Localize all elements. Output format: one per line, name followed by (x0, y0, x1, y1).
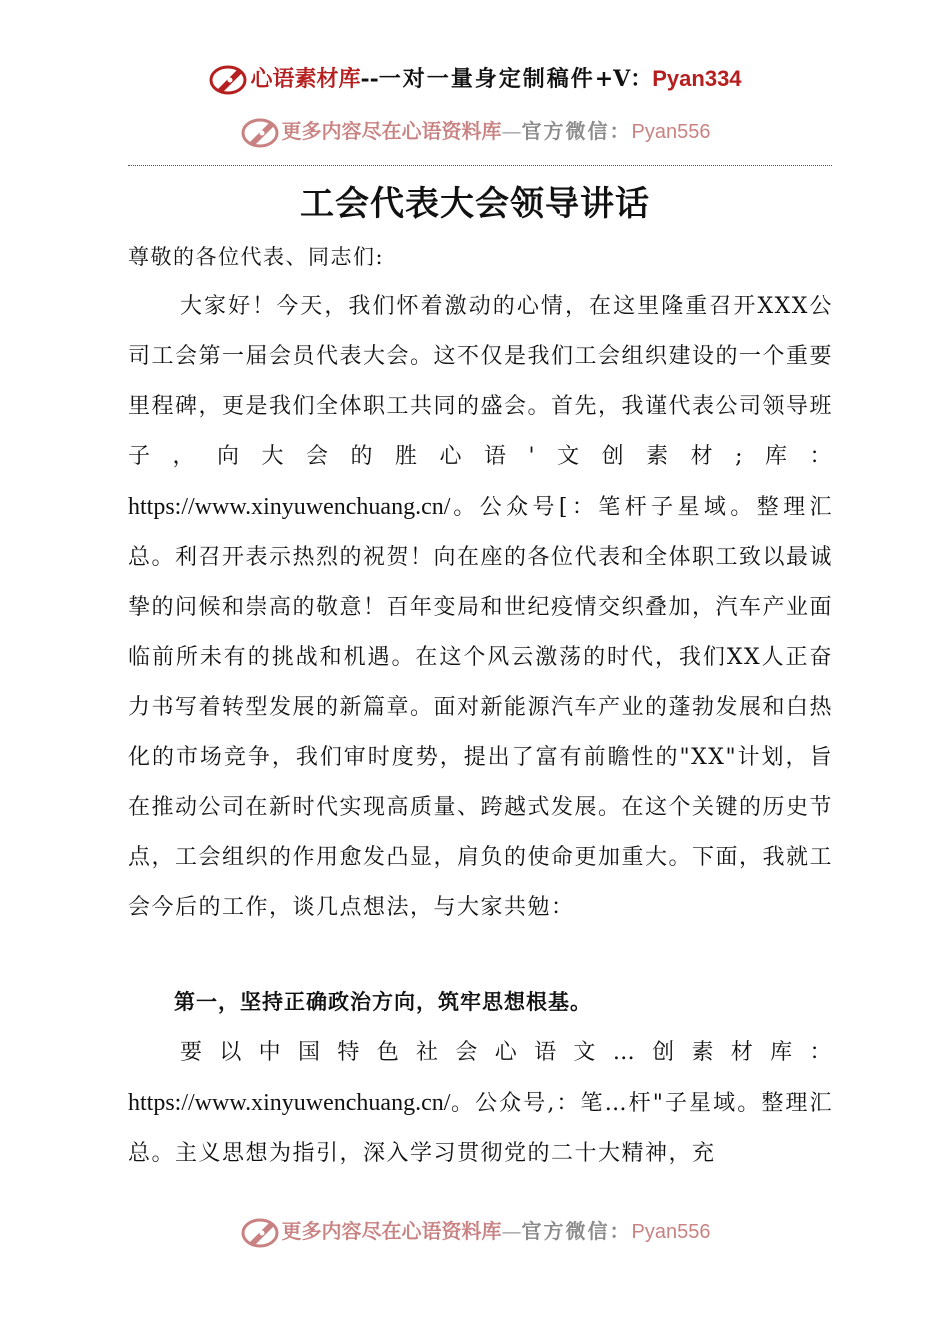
header-slogan: 一对一量身定制稿件 (378, 66, 595, 92)
header-divider (128, 165, 832, 166)
header-banner (0, 62, 950, 97)
greeting: 尊敬的各位代表、同志们: (128, 245, 385, 269)
watermark-brand: 更多内容尽在心语资料库 (281, 119, 502, 143)
footer-watermark (0, 1214, 950, 1250)
paragraph-2-url: https://www.xinyuwenchuang.cn/ (128, 1090, 451, 1116)
paragraph-1 (128, 282, 833, 933)
pen-nib-logo-icon (208, 63, 250, 97)
paragraph-2-text-a: 要以中国特色社会心语文…创素材库： (180, 1040, 833, 1065)
footer-brand: 更多内容尽在心语资料库 (281, 1219, 502, 1243)
section-heading-1: 第一，坚持正确政治方向，筑牢思想根基。 (174, 989, 592, 1014)
header-dash: -- (360, 66, 379, 92)
header-watermark (0, 114, 950, 150)
watermark-wechat-id: Pyan556 (631, 121, 711, 143)
paragraph-2-text-b: 。公众号,：笔…杆"子星域。整理汇总。主义思想为指引，深入学习贯彻党的二十大精神，充 (128, 1091, 833, 1166)
footer-wechat-id: Pyan556 (631, 1221, 711, 1243)
paragraph-2 (128, 1028, 833, 1179)
pen-nib-watermark-icon (240, 116, 282, 150)
watermark-official: 官方微信： (521, 119, 632, 143)
watermark-separator: — (501, 119, 522, 143)
header-wechat-id: Pyan334 (652, 66, 742, 91)
pen-nib-footer-icon (240, 1216, 282, 1250)
header-brand: 心语素材库 (250, 66, 361, 92)
paragraph-1-text-a: 大家好！今天，我们怀着激动的心情，在这里隆重召开XXX公司工会第一届会员代表大会。这不仅是我们工会组织建设的一个重要里程碑，更是我们全体职工共同的盛会。首先，我谨代表公司领导班子，向大会的胜心语'文创素材;库： (128, 294, 834, 469)
paragraph-1-url: https://www.xinyuwenchuang.cn/ (128, 494, 451, 520)
header-wechat-prefix: +V： (594, 66, 653, 92)
footer-official: 官方微信： (521, 1219, 632, 1243)
paragraph-1-text-b: 。公众号[：笔杆子星域。整理汇总。利召开表示热烈的祝贺！向在座的各位代表和全体职工致以最诚挚的问候和崇高的敬意！百年变局和世纪疫情交织叠加，汽车产业面临前所未有的挑战和机遇。在这个风云激荡的时代，我们XX人正奋力书写着转型发展的新篇章。面对新能源汽车产业的蓬勃发展和白热化的市场竞争，我们审时度势，提出了富有前瞻性的"XX"计划，旨在推动公司在新时代实现高质量、跨越式发展。在这个关键的历史节点，工会组织的作用愈发凸显，肩负的使命更加重大。下面，我就工会今后的工作，谈几点想法，与大家共勉： (128, 495, 834, 920)
footer-separator: — (501, 1219, 522, 1243)
document-title: 工会代表大会领导讲话 (300, 184, 650, 224)
